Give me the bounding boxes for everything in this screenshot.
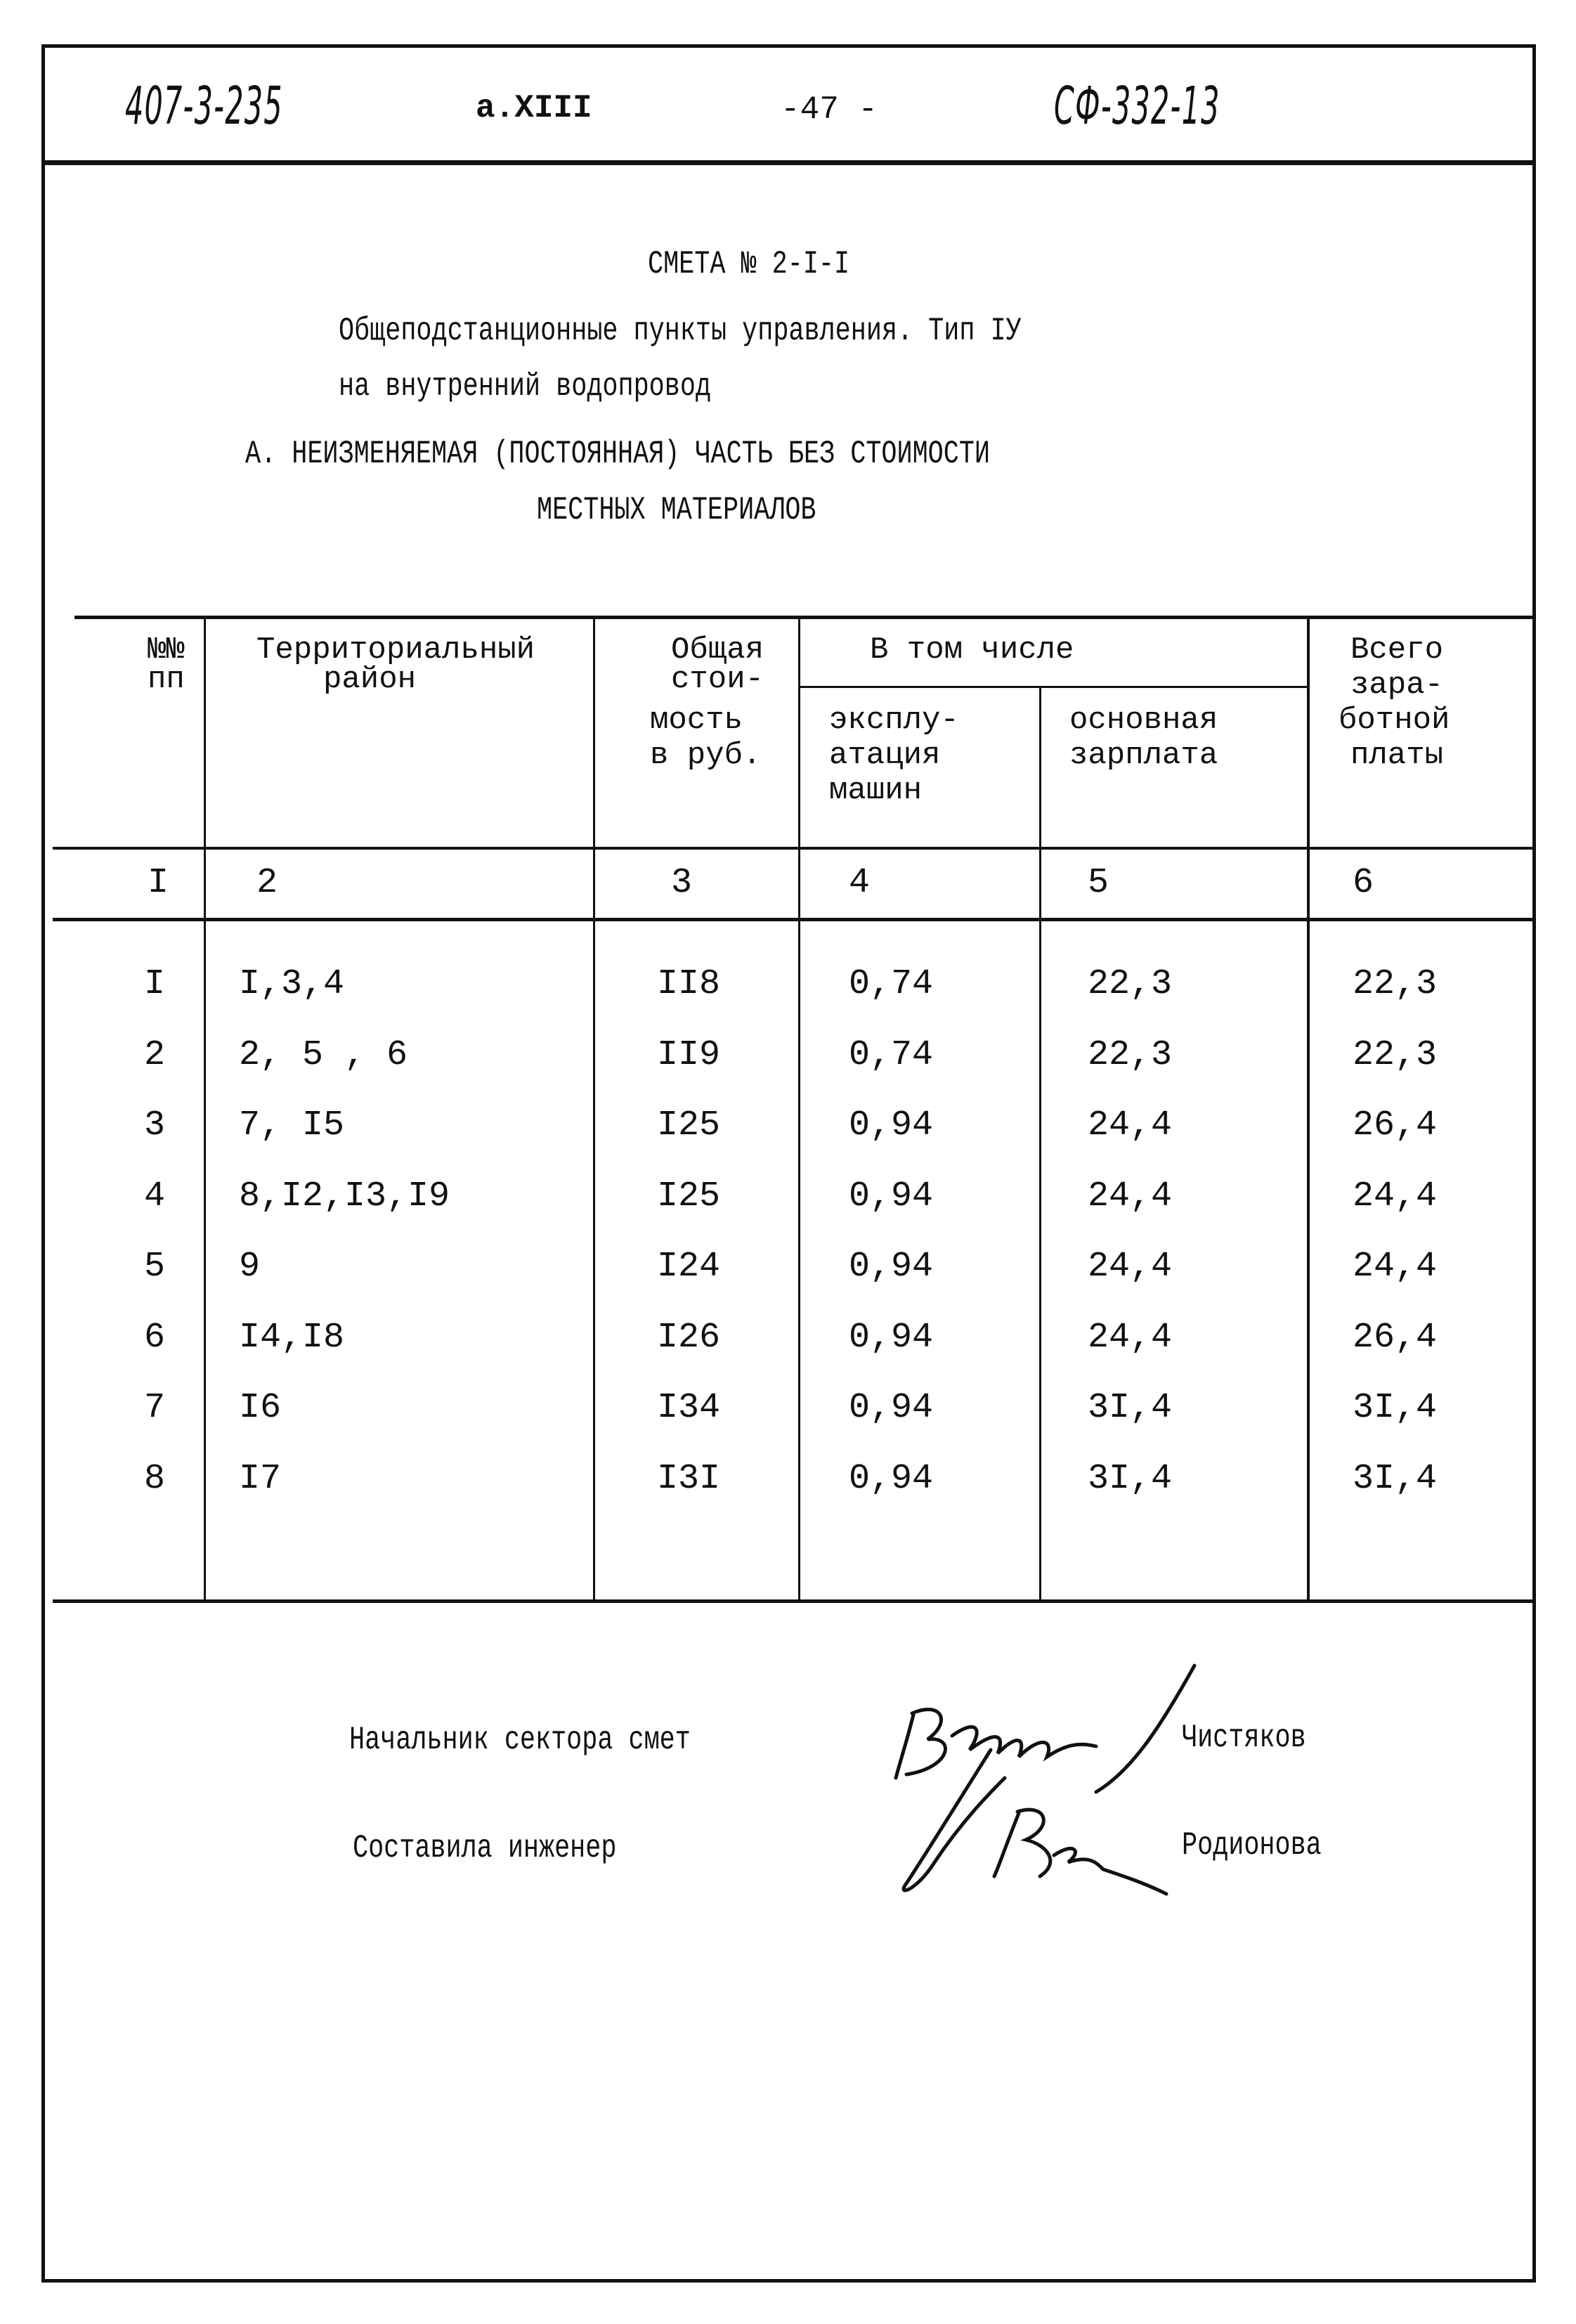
- signature-name-2: Родионова: [1182, 1827, 1322, 1864]
- header-num-line2: пп: [148, 662, 185, 697]
- header-machines-2: атация: [829, 738, 941, 773]
- estimate-title: СМЕТА № 2-I-I: [648, 246, 850, 283]
- table-cell: 0,74: [849, 964, 934, 1004]
- table-cell: 4: [144, 1176, 166, 1216]
- project-code: 407-3-235: [125, 76, 283, 136]
- table-cell: 0,94: [849, 1317, 934, 1358]
- table-cell: 3I,4: [1088, 1388, 1173, 1428]
- header-divider: [41, 160, 1536, 165]
- table-cell: 2, 5 , 6: [239, 1034, 408, 1075]
- table-cell: I24: [657, 1247, 721, 1287]
- table-cell: I26: [657, 1317, 721, 1358]
- table-cell: 0,94: [849, 1458, 934, 1499]
- table-cell: 5: [144, 1247, 166, 1287]
- sheet-code: СФ-332-13: [1054, 76, 1220, 136]
- table-cell: 0,94: [849, 1176, 934, 1216]
- column-divider: [204, 616, 206, 1603]
- signature-role-2: Составила инженер: [353, 1830, 617, 1867]
- table-cell: II8: [657, 964, 721, 1004]
- table-cell: 22,3: [1088, 1034, 1173, 1075]
- table-cell: I25: [657, 1176, 721, 1216]
- column-divider: [1039, 687, 1041, 1603]
- signature-name-1: Чистяков: [1182, 1720, 1306, 1756]
- header-salary-2: зарплата: [1069, 738, 1218, 773]
- column-number: 5: [1088, 863, 1109, 903]
- header-total-salary-3: ботной: [1339, 703, 1450, 738]
- column-number: 4: [849, 863, 871, 903]
- table-cell: II9: [657, 1034, 721, 1075]
- table-cell: 24,4: [1353, 1176, 1438, 1216]
- header-total-cost-4: в руб.: [650, 738, 762, 773]
- table-cell: 2: [144, 1034, 166, 1075]
- table-cell: I: [144, 964, 166, 1004]
- table-cell: 6: [144, 1317, 166, 1358]
- column-divider: [798, 616, 800, 1603]
- table-top-border: [74, 616, 1533, 619]
- table-cell: 3I,4: [1353, 1458, 1438, 1499]
- header-total-salary-1: Всего: [1350, 632, 1444, 668]
- header-num-line1: №№: [148, 632, 185, 668]
- table-cell: 3: [144, 1105, 166, 1145]
- table-cell: 24,4: [1353, 1247, 1438, 1287]
- table-cell: 26,4: [1353, 1105, 1438, 1145]
- column-divider: [1307, 616, 1310, 1603]
- table-cell: I25: [657, 1105, 721, 1145]
- column-number: 3: [671, 863, 693, 903]
- header-total-cost-2: стои-: [671, 662, 764, 697]
- header-total-salary-2: зара-: [1350, 668, 1444, 703]
- table-cell: 8: [144, 1458, 166, 1499]
- table-cell: 0,74: [849, 1034, 934, 1075]
- album-number: а.XIII: [476, 90, 592, 126]
- table-bottom-border: [53, 1599, 1533, 1603]
- table-cell: 26,4: [1353, 1317, 1438, 1358]
- column-number: 2: [256, 863, 278, 903]
- table-cell: I,3,4: [239, 964, 345, 1004]
- header-machines-1: эксплу-: [829, 703, 959, 738]
- page-frame: [41, 44, 1536, 2283]
- numbers-bottom-border: [53, 918, 1533, 921]
- table-cell: I7: [239, 1458, 282, 1499]
- table-cell: 24,4: [1088, 1247, 1173, 1287]
- table-cell: 7: [144, 1388, 166, 1428]
- table-cell: 0,94: [849, 1247, 934, 1287]
- header-including: В том числе: [870, 632, 1074, 668]
- header-region-line1: Территориальный: [256, 632, 535, 668]
- table-cell: 24,4: [1088, 1176, 1173, 1216]
- section-title-line-2: МЕСТНЫХ МАТЕРИАЛОВ: [537, 492, 816, 528]
- subtitle-line-2: на внутренний водопровод: [339, 368, 712, 405]
- signature-role-1: Начальник сектора смет: [349, 1722, 691, 1758]
- page-number: -47 -: [781, 91, 878, 128]
- header-total-cost-3: мость: [650, 703, 743, 738]
- table-cell: I6: [239, 1388, 282, 1428]
- header-machines-3: машин: [829, 773, 923, 808]
- table-cell: 24,4: [1088, 1317, 1173, 1358]
- header-salary-1: основная: [1069, 703, 1218, 738]
- column-number: I: [148, 863, 169, 903]
- table-cell: 3I,4: [1353, 1388, 1438, 1428]
- section-title-line-1: А. НЕИЗМЕНЯЕМАЯ (ПОСТОЯННАЯ) ЧАСТЬ БЕЗ СТОИМОСТИ: [245, 436, 991, 472]
- header-total-salary-4: платы: [1350, 738, 1444, 773]
- column-divider: [593, 616, 595, 1603]
- table-cell: I34: [657, 1388, 721, 1428]
- table-cell: 3I,4: [1088, 1458, 1173, 1499]
- header-region-line2: район: [323, 662, 417, 697]
- table-cell: 22,3: [1353, 1034, 1438, 1075]
- table-cell: 22,3: [1353, 964, 1438, 1004]
- table-cell: 24,4: [1088, 1105, 1173, 1145]
- subtitle-line-1: Общеподстанционные пункты управления. Тип IУ: [339, 313, 1022, 349]
- including-divider: [800, 686, 1308, 688]
- header-total-cost-1: Общая: [671, 632, 764, 668]
- column-number: 6: [1353, 863, 1374, 903]
- table-cell: 22,3: [1088, 964, 1173, 1004]
- table-cell: 0,94: [849, 1105, 934, 1145]
- table-cell: 7, I5: [239, 1105, 345, 1145]
- table-cell: I4,I8: [239, 1317, 345, 1358]
- table-cell: 8,I2,I3,I9: [239, 1176, 450, 1216]
- table-cell: I3I: [657, 1458, 721, 1499]
- table-cell: 9: [239, 1247, 261, 1287]
- handwritten-signature: [829, 1651, 1223, 1919]
- table-cell: 0,94: [849, 1388, 934, 1428]
- header-bottom-border: [53, 847, 1533, 850]
